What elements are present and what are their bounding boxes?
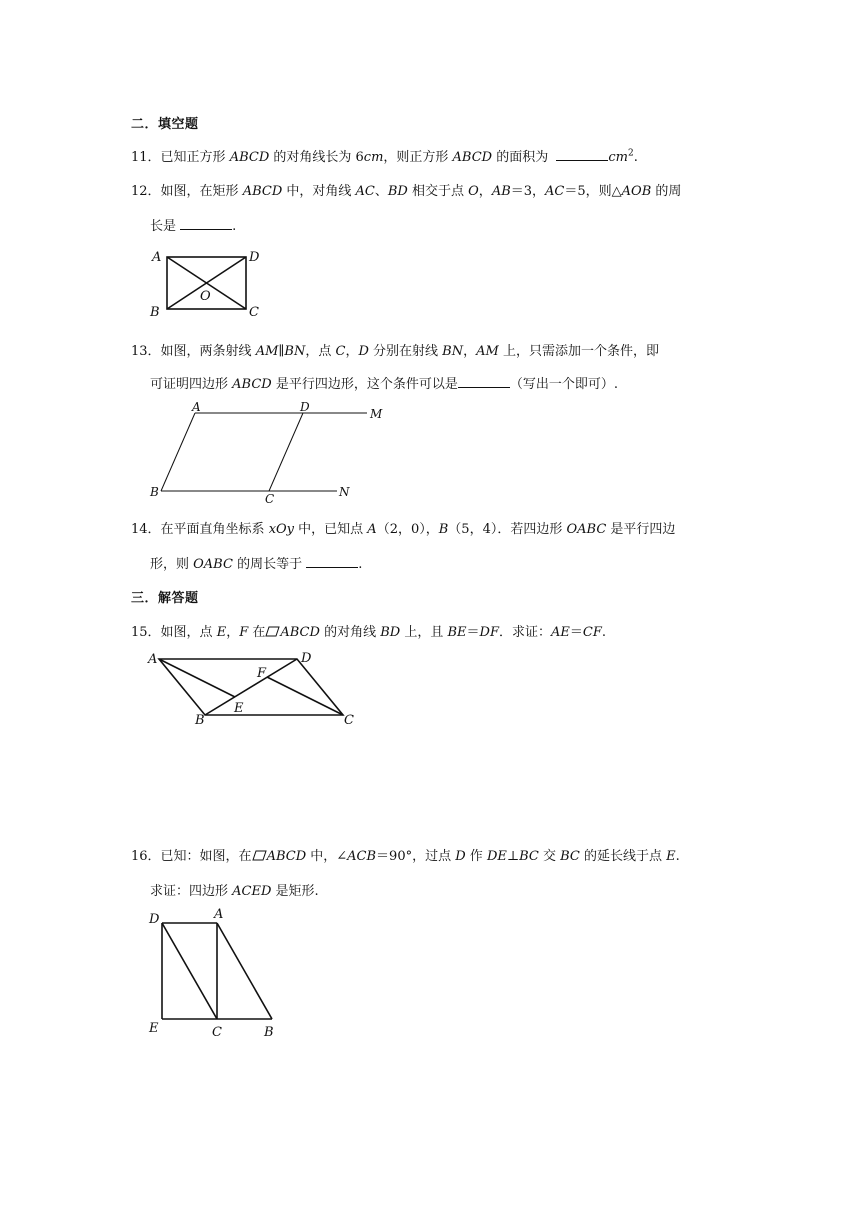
point-label-b: B — [195, 713, 205, 728]
question-number: 14． — [131, 522, 161, 537]
q12-var: O — [468, 184, 479, 199]
question-number: 12． — [131, 184, 161, 199]
figure-parallelogram-ef — [143, 646, 363, 730]
q14-text: 在平面直角坐标系 — [160, 522, 269, 537]
point-label-b: B — [264, 1025, 274, 1039]
parallelogram-symbol-icon — [265, 626, 280, 641]
segment-ab — [217, 923, 272, 1019]
q13-var: AM — [255, 344, 279, 359]
point-label-a: A — [214, 907, 224, 922]
q11-text: 的面积为 — [492, 150, 553, 165]
q15-text: ＝ — [569, 625, 583, 640]
q14-text: 是平行四边 — [606, 522, 676, 537]
q14-text: 中，已知点 — [294, 522, 368, 537]
q12-var: AB — [491, 184, 511, 199]
question-number: 15． — [131, 625, 161, 640]
q16-text: 作 — [465, 849, 487, 864]
q11-var: ABCD — [229, 150, 270, 165]
point-label-m: M — [370, 407, 383, 421]
q16-text: 中，∠ — [306, 849, 348, 864]
q13-text: 如图，两条射线 — [160, 344, 256, 359]
question-13-line-2 — [150, 373, 618, 392]
q16-var: D — [455, 849, 466, 864]
q15-var: E — [216, 625, 227, 640]
q15-var: BE — [447, 625, 467, 640]
q15-var: DF — [479, 625, 499, 640]
q16-var: BC — [560, 849, 580, 864]
q16-var: BC — [519, 849, 539, 864]
q11-var: ABCD — [452, 150, 493, 165]
q13-text: 上，只需添加一个条件，即 — [498, 344, 659, 359]
q12-text: 中，对角线 — [282, 184, 356, 199]
q15-text: ．求证： — [498, 625, 551, 640]
point-label-c: C — [265, 492, 275, 504]
point-label-c: C — [344, 713, 354, 728]
q13-var: D — [358, 344, 369, 359]
q14-var: OABC — [193, 557, 233, 572]
q14-text: （2，0）， — [376, 522, 439, 537]
point-label-d: D — [300, 400, 310, 414]
q16-var: DE — [486, 849, 507, 864]
question-13 — [131, 340, 659, 359]
q15-text: 的对角线 — [319, 625, 381, 640]
q13-text: （写出一个即可）. — [509, 377, 618, 392]
q13-var: C — [335, 344, 346, 359]
q15-text: 在 — [248, 625, 266, 640]
q12-var: AC — [355, 184, 375, 199]
answer-blank[interactable] — [306, 556, 358, 568]
q15-text: ， — [226, 625, 240, 640]
q15-text: 如图，点 — [160, 625, 217, 640]
section-heading-solve: 三．解答题 — [131, 591, 199, 606]
q12-text: 如图，在矩形 — [160, 184, 243, 199]
q11-var: cm — [363, 150, 384, 165]
segment-dc — [269, 413, 303, 491]
figure-rectangle-abcd — [140, 244, 270, 324]
question-11 — [131, 146, 638, 165]
point-label-c: C — [249, 305, 259, 320]
q12-text: 相交于点 — [407, 184, 469, 199]
q12-var: BD — [387, 184, 408, 199]
q12-text: ＝3， — [510, 184, 546, 199]
q14-text: 形，则 — [150, 557, 194, 572]
q16-text: 求证：四边形 — [150, 884, 233, 899]
q14-period: . — [358, 557, 363, 572]
q16-text: 已知：如图，在 — [160, 849, 252, 864]
q15-var: AE — [550, 625, 570, 640]
segment-ae — [159, 659, 235, 697]
answer-blank[interactable] — [180, 218, 232, 230]
parallelogram-symbol-icon — [252, 850, 267, 865]
q15-var: CF — [582, 625, 602, 640]
question-number: 13． — [131, 344, 161, 359]
q16-var: ACED — [232, 884, 272, 899]
q16-text: ＝90°，过点 — [376, 849, 456, 864]
point-label-c: C — [212, 1025, 222, 1039]
q15-var: ABCD — [280, 625, 320, 640]
segment-ab — [161, 413, 195, 491]
q13-var: ABCD — [232, 377, 272, 392]
question-14-line-2 — [150, 553, 362, 572]
question-12 — [131, 180, 681, 199]
q13-text: 可证明四边形 — [150, 377, 233, 392]
q15-text: ＝ — [466, 625, 480, 640]
q13-var: BN — [442, 344, 464, 359]
point-label-b: B — [150, 485, 159, 499]
q13-text: 分别在射线 — [368, 344, 443, 359]
answer-blank[interactable] — [556, 149, 608, 161]
q13-var: AM — [476, 344, 499, 359]
q12-text: ， — [478, 184, 492, 199]
point-label-f: F — [257, 666, 267, 681]
q16-var: ACB — [347, 849, 377, 864]
question-14 — [131, 518, 675, 537]
q11-period: . — [633, 150, 638, 165]
point-label-e: E — [234, 701, 244, 716]
point-label-e: E — [149, 1021, 159, 1036]
point-label-d: D — [149, 912, 160, 927]
q15-period: . — [601, 625, 606, 640]
q14-text: 的周长等于 — [232, 557, 307, 572]
q13-var: BN — [284, 344, 306, 359]
point-label-a: A — [152, 250, 162, 265]
question-number: 11． — [131, 150, 161, 165]
q13-text: ， — [345, 344, 359, 359]
q12-text: 长是 — [150, 219, 181, 234]
q12-var: AOB — [621, 184, 652, 199]
q16-text: 是矩形. — [271, 884, 319, 899]
point-label-o: O — [200, 289, 211, 304]
q12-text: 、 — [374, 184, 388, 199]
q11-text: 已知正方形 — [160, 150, 230, 165]
q11-text: ，则正方形 — [383, 150, 453, 165]
question-15 — [131, 621, 606, 641]
q11-text: 的对角线长为 6 — [269, 150, 364, 165]
q12-var: ABCD — [242, 184, 283, 199]
q12-period: . — [232, 219, 237, 234]
q13-text: 是平行四边形，这个条件可以是 — [271, 377, 458, 392]
point-label-a: A — [148, 652, 158, 667]
diagonal-bd — [205, 659, 297, 715]
q16-text: ⊥ — [506, 849, 520, 864]
q12-var: AC — [545, 184, 565, 199]
q13-text: ， — [463, 344, 477, 359]
answer-blank[interactable] — [458, 376, 510, 388]
q14-var: xOy — [268, 522, 295, 537]
q16-period: . — [675, 849, 680, 864]
section-heading-fill-blank: 二．填空题 — [131, 117, 199, 132]
q14-var: B — [438, 522, 449, 537]
segment-dc — [162, 923, 217, 1019]
point-label-d: D — [249, 250, 260, 265]
point-label-b: B — [150, 305, 160, 320]
q11-unit: cm — [608, 150, 628, 165]
question-12-line-2 — [150, 215, 236, 234]
point-label-n: N — [339, 485, 350, 499]
figure-rectangle-aced — [140, 904, 290, 1039]
q11-superscript: 2 — [627, 148, 634, 159]
point-label-d: D — [301, 651, 312, 666]
q15-var: F — [239, 625, 249, 640]
q15-var: BD — [380, 625, 401, 640]
q13-text: ∥ — [278, 344, 285, 359]
q14-var: A — [367, 522, 377, 537]
q14-var: OABC — [566, 522, 607, 537]
q16-var: ABCD — [266, 849, 307, 864]
q16-text: 的延长线于点 — [579, 849, 667, 864]
question-16 — [131, 845, 680, 865]
q14-text: （5，4）．若四边形 — [448, 522, 567, 537]
q16-text: 交 — [538, 849, 561, 864]
segment-cf — [267, 677, 343, 715]
question-number: 16． — [131, 849, 161, 864]
q12-text: ＝5，则△ — [564, 184, 622, 199]
q15-text: 上，且 — [400, 625, 448, 640]
question-16-line-2 — [150, 880, 319, 899]
q16-var: E — [666, 849, 676, 864]
figure-rays-parallelogram — [145, 398, 395, 504]
point-label-a: A — [192, 400, 201, 414]
q13-text: ，点 — [305, 344, 336, 359]
q12-text: 的周 — [651, 184, 682, 199]
